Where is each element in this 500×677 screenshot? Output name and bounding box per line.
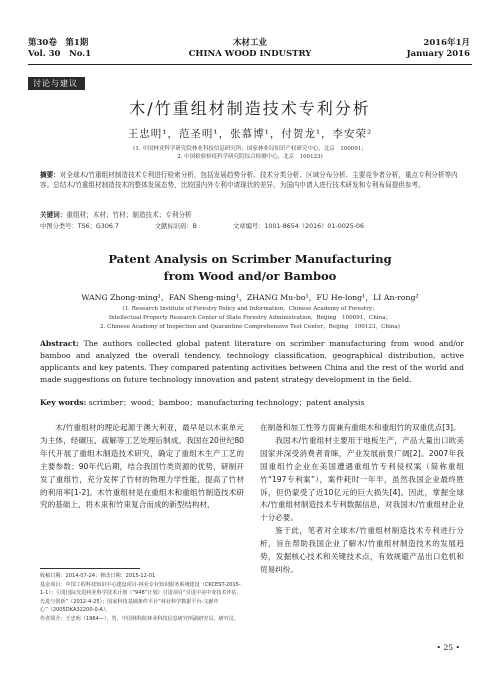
date-cn: 2016年1月	[423, 38, 470, 48]
title-en	[0, 251, 500, 285]
affiliation-en-line2: Intellectual Property Research Center of State Forestry Administration，Beijing 100091，China；	[108, 315, 392, 321]
footnote-received: 收稿日期：2014-07-24；修改日期：2015-12-01	[40, 573, 156, 579]
keywords-cn	[40, 210, 464, 220]
volume-cn: 第30卷 第1期	[28, 38, 89, 48]
authors-cn: 王忠明¹，范圣明¹，张慕博¹，付贺龙¹，李安荣²	[127, 128, 373, 140]
body-column-right	[260, 422, 464, 577]
date-en: January 2016	[406, 49, 470, 59]
affiliation-cn-line1: (1. 中国林业科学研究院林业科技信息研究所；国家林业局知识产权研究中心，北京 100091；	[133, 146, 367, 152]
affiliation-en	[0, 305, 500, 332]
abstract-cn-label: 摘要：	[40, 171, 60, 179]
volume-en: Vol. 30 No.1	[28, 49, 92, 59]
body-paragraph: 鉴于此，笔者对全球木/竹重组材制造技术专利进行分析，旨在帮助我国企业了解木/竹重组材制造技术的发展趋势，发掘核心技术和关键技术点，有效规避产品出口危机和贸易纠纷。	[260, 526, 464, 574]
footnote-funding: 基金项目：中国工程科技知识中心建设项目-林业专业知识服务系统建设（CKCEST-2015-1-1）；引进国际先进林业科学技术计划（“948”计划）引进项目“引进中美中亚技术评估、先进与创新”（2012-4-25）；国家科技基础条件平台“林业科学数据平台-文献中心”（2005DKA32200-0-A）。	[40, 581, 242, 614]
footnote	[40, 572, 244, 624]
abstract-cn-text: 对全球木/竹重组材制造技术专利进行检索分析，包括发展趋势分析、技术分类分析、区域分布分析、主要竞争者分析，重点专利分析等内容。总结木/竹重组材制造技术的整体发展态势，比较国内外专利申请现状的差异，为国内申请人进行技术研发和专利布局提供参考。	[40, 171, 458, 189]
journal-name-cn: 木材工业	[232, 38, 267, 48]
title-en-line2: from Wood and/or Bamboo	[163, 269, 337, 283]
affiliation-cn	[0, 145, 500, 161]
document-code: 文献标识码：B	[154, 223, 197, 230]
authors-en: WANG Zhong-ming¹，FAN Sheng-ming¹，ZHANG Mu-bo¹，FU He-long¹，LI An-rong²	[81, 293, 419, 302]
keywords-en	[40, 397, 464, 409]
title-cn: 木/竹重组材制造技术专利分析	[129, 99, 371, 118]
affiliation-cn-line2: 2. 中国检验检疫科学研究院综合检测中心，北京 100123)	[177, 154, 323, 160]
body-paragraph: 木/竹重组材的理论起源于澳大利亚，最早是以木束单元为主体，经碾压、疏解等工艺处理后制成。我国在20世纪80年代开展了重组木制造技术研究，确定了重组木生产工艺的主要参数；90年代后期，结合我国竹类资源的优势，研制开发了重组竹，充分发挥了竹材的物理力学性能，提高了竹材的利用率[1-2]。木竹重组材是在重组木和重组竹制造技术研究的基础上，将木束和竹束复合而成的新型结构材，	[40, 423, 244, 510]
keywords-en-label: Key words:	[40, 398, 87, 407]
title-en-line1: Patent Analysis on Scrimber Manufacturing	[108, 252, 392, 266]
abstract-en	[40, 338, 464, 386]
page-number: • 25 •	[436, 643, 460, 652]
section-tag: 讨论与建议	[28, 77, 85, 90]
article-number: 文章编号：1001-8654（2016）01-0025-06	[232, 223, 365, 230]
keywords-cn-text: 重组材；木材；竹材；制造技术；专利分析	[66, 211, 192, 219]
article-meta	[40, 222, 464, 232]
body-column-left	[40, 422, 244, 512]
abstract-cn	[40, 170, 464, 190]
body-paragraph: 在制备和加工性等方面兼有重组木和重组竹的双重优点[3]。	[260, 423, 461, 432]
footnote-rule	[40, 568, 140, 569]
keywords-en-text: scrimber；wood；bamboo；manufacturing technology；patent analysis	[88, 398, 365, 407]
abstract-en-text: The authors collected global patent literature on scrimber manufacturing from wood and/or bamboo and analyzed the overall tendency, technology classification, geographical distribution, active applicants and key patents. They compared patenting activities between China and the rest of the world and made suggestions on future technology innovation and patent strategy development in the field.	[40, 339, 464, 384]
journal-date	[407, 38, 470, 60]
journal-name-en: CHINA WOOD INDUSTRY	[188, 49, 312, 59]
body-paragraph: 我国木/竹重组材主要用于地板生产，产品大量出口欧美国家并深受消费者青睐，产业发展前景广阔[2]。2007年我国重组竹企业在美国遭遇重组竹专利侵权案（简称重组竹“197专利案”），案件耗时一年半，虽然我国企业最终胜诉，但仍蒙受了近10亿元的巨大损失[4]。因此，掌握全球木/竹重组材制造技术专利数据信息，对我国木/竹重组材企业十分必要。	[260, 435, 464, 523]
abstract-en-label: Abstract:	[40, 339, 79, 348]
header-rule	[28, 64, 472, 65]
affiliation-en-line3: 2. Chinese Academy of Inspection and Quarantine Comprehensive Test Center，Beijing 100123，China)	[100, 324, 400, 330]
footnote-author-bio: 作者简介：王忠明（1964—），男，中国林科院林业科技信息研究所副研究员，研究员。	[40, 615, 239, 622]
keywords-cn-label: 关键词：	[40, 211, 67, 219]
clc-number: 中图分类号：TS6；G306.7	[40, 223, 119, 230]
affiliation-en-line1: (1. Research Institute of Forestry Policy and Information，Chinese Academy of Forestry；	[122, 306, 378, 312]
